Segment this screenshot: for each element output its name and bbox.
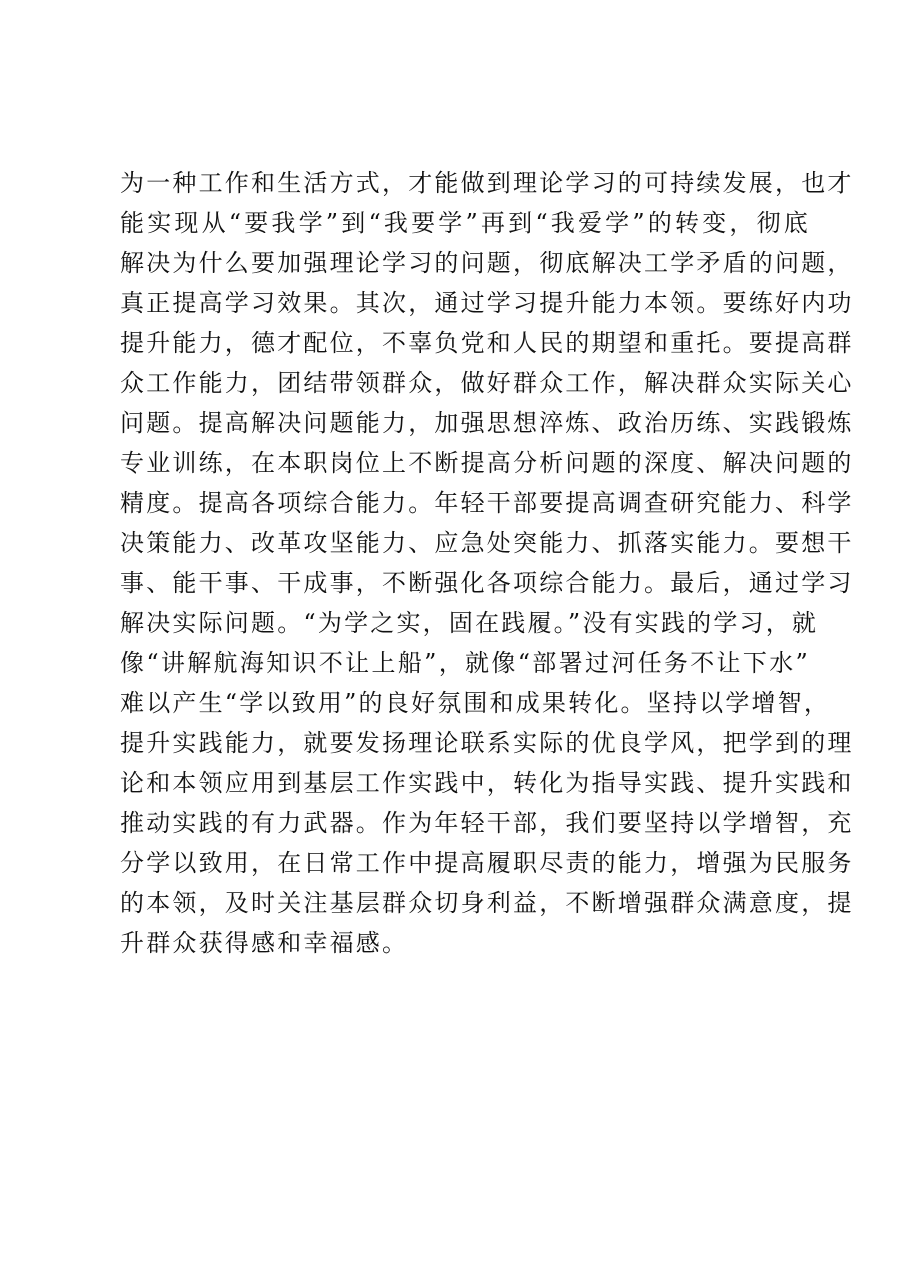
paragraph-line: 决策能力、改革攻坚能力、应急处突能力、抓落实能力。要想干 xyxy=(120,529,854,557)
paragraph-line: 论和本领应用到基层工作实践中，转化为指导实践、提升实践和 xyxy=(120,769,854,797)
paragraph-line: 难以产生“学以致用”的良好氛围和成果转化。坚持以学增智， xyxy=(120,689,831,717)
paragraph-line: 精度。提高各项综合能力。年轻干部要提高调查研究能力、科学 xyxy=(120,489,854,517)
paragraph-line: 解决为什么要加强理论学习的问题，彻底解决工学矛盾的问题， xyxy=(120,249,854,277)
body-paragraph xyxy=(120,163,854,963)
paragraph-line: 提升能力，德才配位，不辜负党和人民的期望和重托。要提高群 xyxy=(120,329,854,357)
paragraph-line: 的本领，及时关注基层群众切身利益，不断增强群众满意度，提 xyxy=(120,889,854,917)
paragraph-line: 升群众获得感和幸福感。 xyxy=(120,929,409,957)
paragraph-line: 像“讲解航海知识不让上船”，就像“部署过河任务不让下水” xyxy=(120,649,810,677)
paragraph-line: 真正提高学习效果。其次，通过学习提升能力本领。要练好内功 xyxy=(120,289,854,317)
paragraph-line: 专业训练，在本职岗位上不断提高分析问题的深度、解决问题的 xyxy=(120,449,854,477)
paragraph-line: 提升实践能力，就要发扬理论联系实际的优良学风，把学到的理 xyxy=(120,729,854,757)
paragraph-line: 众工作能力，团结带领群众，做好群众工作，解决群众实际关心 xyxy=(120,369,854,397)
paragraph-line: 推动实践的有力武器。作为年轻干部，我们要坚持以学增智，充 xyxy=(120,809,854,837)
paragraph-line: 为一种工作和生活方式，才能做到理论学习的可持续发展，也才 xyxy=(120,169,854,197)
paragraph-line: 解决实际问题。“为学之实，固在践履。”没有实践的学习，就 xyxy=(120,609,819,637)
paragraph-line: 分学以致用，在日常工作中提高履职尽责的能力，增强为民服务 xyxy=(120,849,854,877)
paragraph-line: 事、能干事、干成事，不断强化各项综合能力。最后，通过学习 xyxy=(120,569,854,597)
paragraph-line: 问题。提高解决问题能力，加强思想淬炼、政治历练、实践锻炼 xyxy=(120,409,854,437)
paragraph-line: 能实现从“要我学”到“我要学”再到“我爱学”的转变，彻底 xyxy=(120,209,810,237)
